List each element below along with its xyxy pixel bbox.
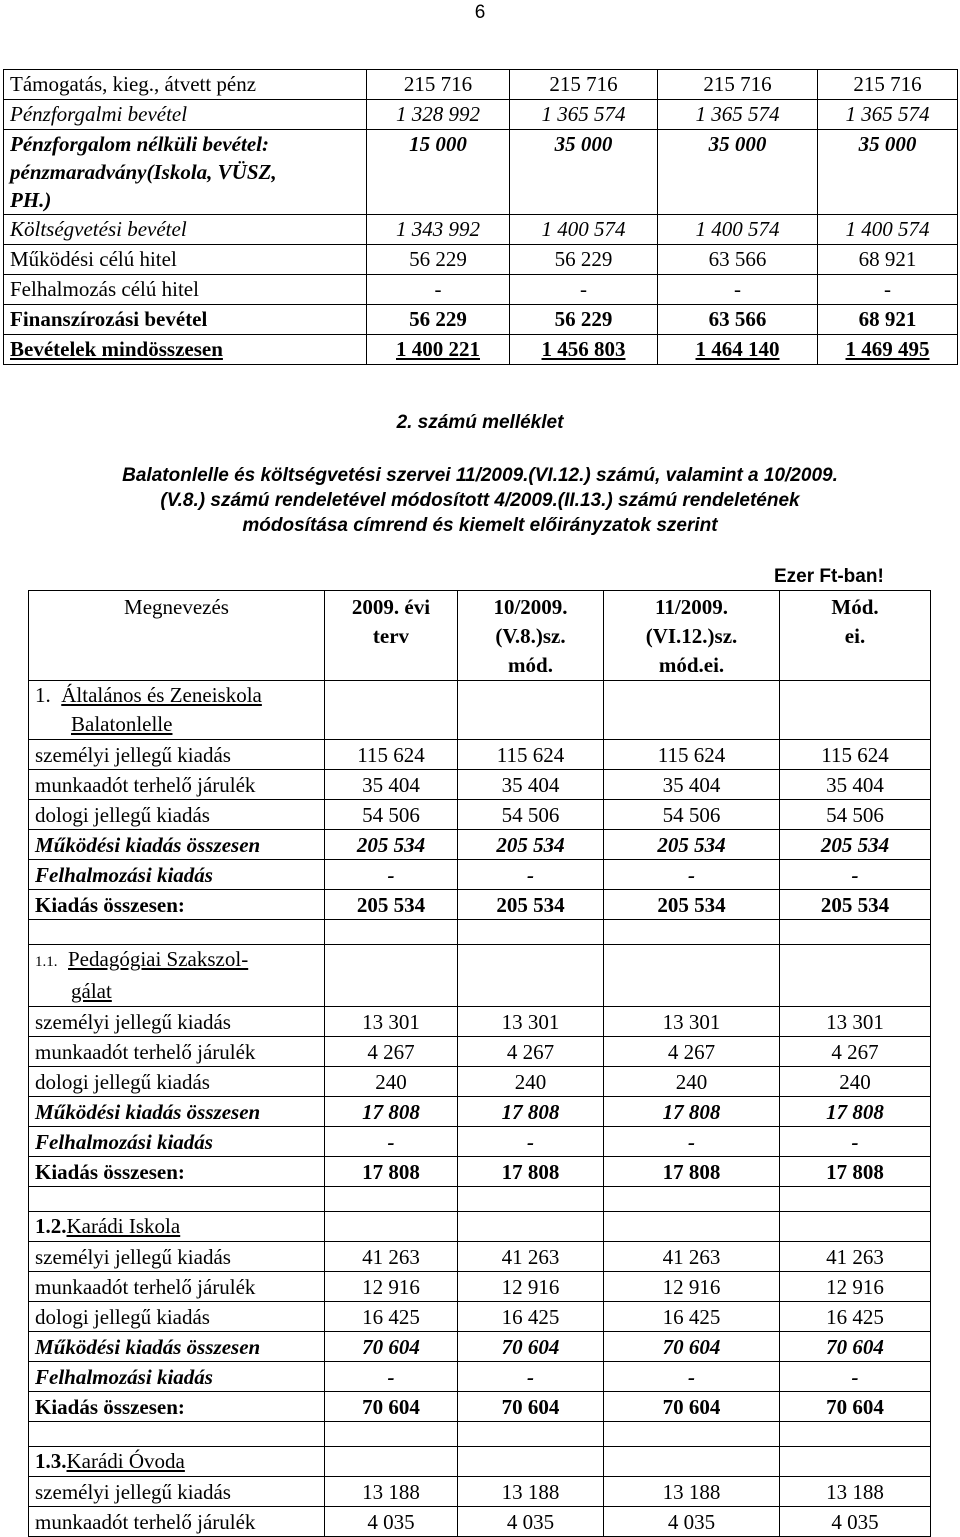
- empty-cell: [604, 1447, 780, 1477]
- section-title-text: Balatonlelle: [71, 712, 173, 736]
- section-number: 1.: [35, 683, 51, 707]
- value-cell: 17 808: [325, 1097, 458, 1127]
- table-row: [29, 1362, 931, 1392]
- row-label: Felhalmozás célú hitel: [4, 275, 367, 305]
- table-row: [29, 1097, 931, 1127]
- value-cell: 4 267: [458, 1037, 604, 1067]
- empty-cell: [29, 1422, 325, 1447]
- value-cell: 205 534: [325, 830, 458, 860]
- table-row: [29, 1007, 931, 1037]
- value-cell: 35 000: [818, 130, 958, 215]
- row-label: Kiadás összesen:: [29, 1157, 325, 1187]
- empty-cell: [604, 1187, 780, 1212]
- value-cell: 54 506: [604, 800, 780, 830]
- section-title-row: [29, 1447, 931, 1477]
- value-cell: -: [604, 860, 780, 890]
- value-cell: 56 229: [510, 305, 658, 335]
- empty-cell: [458, 1187, 604, 1212]
- value-cell: 12 916: [325, 1272, 458, 1302]
- value-cell: 16 425: [604, 1302, 780, 1332]
- value-cell: 13 188: [604, 1477, 780, 1507]
- value-cell: 115 624: [780, 740, 931, 770]
- value-cell: 1 400 221: [367, 335, 510, 365]
- empty-cell: [780, 1187, 931, 1212]
- empty-cell: [325, 1422, 458, 1447]
- value-cell: 240: [604, 1067, 780, 1097]
- table-row: [29, 1157, 931, 1187]
- value-cell: -: [604, 1127, 780, 1157]
- empty-cell: [325, 681, 458, 740]
- value-cell: 205 534: [604, 830, 780, 860]
- column-header-mod1: 10/2009. (V.8.)sz. mód.: [458, 591, 604, 681]
- section-title: [29, 1447, 325, 1477]
- empty-cell: [604, 945, 780, 1007]
- section-title: [29, 681, 325, 740]
- table-row: [29, 1037, 931, 1067]
- table-row: [29, 1392, 931, 1422]
- value-cell: 13 301: [780, 1007, 931, 1037]
- value-cell: 205 534: [780, 830, 931, 860]
- value-cell: 17 808: [325, 1157, 458, 1187]
- value-cell: -: [458, 1362, 604, 1392]
- section-title-text: Karádi Iskola: [66, 1214, 181, 1238]
- table-row: [4, 130, 958, 215]
- empty-cell: [29, 1187, 325, 1212]
- value-cell: 115 624: [604, 740, 780, 770]
- table-row: [29, 1272, 931, 1302]
- section-title-text: gálat: [71, 979, 112, 1003]
- value-cell: 4 267: [780, 1037, 931, 1067]
- table-row: [4, 335, 958, 365]
- value-cell: -: [818, 275, 958, 305]
- value-cell: -: [325, 1127, 458, 1157]
- value-cell: -: [325, 860, 458, 890]
- value-cell: 15 000: [367, 130, 510, 215]
- decree-line: módosítása címrend és kiemelt előirányzatok szerint: [242, 515, 718, 536]
- value-cell: 54 506: [780, 800, 931, 830]
- row-label: személyi jellegű kiadás: [29, 1242, 325, 1272]
- section-title-row: [29, 681, 931, 740]
- value-cell: 13 301: [604, 1007, 780, 1037]
- value-cell: 4 035: [458, 1507, 604, 1537]
- empty-cell: [780, 920, 931, 945]
- value-cell: 12 916: [780, 1272, 931, 1302]
- value-cell: 4 035: [325, 1507, 458, 1537]
- table-row: [29, 740, 931, 770]
- empty-cell: [325, 920, 458, 945]
- value-cell: 56 229: [367, 305, 510, 335]
- value-cell: 35 404: [325, 770, 458, 800]
- value-cell: 12 916: [458, 1272, 604, 1302]
- row-label: személyi jellegű kiadás: [29, 740, 325, 770]
- value-cell: 1 328 992: [367, 100, 510, 130]
- value-cell: 35 000: [510, 130, 658, 215]
- value-cell: -: [458, 860, 604, 890]
- value-cell: -: [367, 275, 510, 305]
- table-row: [29, 860, 931, 890]
- table-row: [4, 275, 958, 305]
- value-cell: 17 808: [604, 1157, 780, 1187]
- value-cell: 54 506: [325, 800, 458, 830]
- section-title: [29, 945, 325, 1007]
- row-label-line: pénzmaradvány(Iskola, VÜSZ,: [10, 160, 277, 184]
- row-label: Támogatás, kieg., átvett pénz: [4, 70, 367, 100]
- value-cell: 17 808: [780, 1097, 931, 1127]
- value-cell: 16 425: [325, 1302, 458, 1332]
- value-cell: 68 921: [818, 305, 958, 335]
- column-header-plan: 2009. évi terv: [325, 591, 458, 681]
- row-label: dologi jellegű kiadás: [29, 1067, 325, 1097]
- row-label: Működési kiadás összesen: [29, 1332, 325, 1362]
- empty-cell: [604, 1422, 780, 1447]
- value-cell: 1 456 803: [510, 335, 658, 365]
- value-cell: 16 425: [780, 1302, 931, 1332]
- value-cell: 215 716: [510, 70, 658, 100]
- empty-cell: [780, 681, 931, 740]
- row-label-line: Pénzforgalom nélküli bevétel:: [10, 132, 269, 156]
- row-label: dologi jellegű kiadás: [29, 800, 325, 830]
- expenditure-table: [28, 590, 931, 1537]
- empty-cell: [458, 1212, 604, 1242]
- value-cell: -: [510, 275, 658, 305]
- decree-line: (V.8.) számú rendeletével módosított 4/2009.(II.13.) számú rendeletének: [160, 490, 800, 511]
- value-cell: 13 301: [458, 1007, 604, 1037]
- value-cell: 70 604: [604, 1392, 780, 1422]
- row-label: [4, 130, 367, 215]
- table-row: [4, 215, 958, 245]
- value-cell: 70 604: [325, 1392, 458, 1422]
- table-row: [29, 1067, 931, 1097]
- revenue-summary-table: [3, 69, 958, 365]
- value-cell: 63 566: [658, 305, 818, 335]
- value-cell: 4 267: [325, 1037, 458, 1067]
- row-label: Felhalmozási kiadás: [29, 1127, 325, 1157]
- spacer-row: [29, 1422, 931, 1447]
- table-row: [29, 890, 931, 920]
- value-cell: 17 808: [458, 1097, 604, 1127]
- value-cell: 17 808: [604, 1097, 780, 1127]
- empty-cell: [325, 1187, 458, 1212]
- value-cell: 68 921: [818, 245, 958, 275]
- row-label: személyi jellegű kiadás: [29, 1477, 325, 1507]
- row-label: munkaadót terhelő járulék: [29, 1037, 325, 1067]
- value-cell: 70 604: [604, 1332, 780, 1362]
- value-cell: 56 229: [367, 245, 510, 275]
- value-cell: 35 404: [458, 770, 604, 800]
- sections-body: [29, 681, 931, 1537]
- value-cell: 70 604: [780, 1332, 931, 1362]
- value-cell: 1 343 992: [367, 215, 510, 245]
- value-cell: 13 188: [458, 1477, 604, 1507]
- section-title-text: Pedagógiai Szakszol-: [68, 947, 249, 971]
- empty-cell: [458, 1447, 604, 1477]
- value-cell: 13 301: [325, 1007, 458, 1037]
- value-cell: 1 464 140: [658, 335, 818, 365]
- row-label-line: PH.): [10, 188, 52, 212]
- value-cell: -: [325, 1362, 458, 1392]
- value-cell: 35 000: [658, 130, 818, 215]
- row-label: Pénzforgalmi bevétel: [4, 100, 367, 130]
- section-title: [29, 1212, 325, 1242]
- value-cell: 1 365 574: [510, 100, 658, 130]
- section-title-row: [29, 1212, 931, 1242]
- value-cell: 35 404: [604, 770, 780, 800]
- value-cell: 54 506: [458, 800, 604, 830]
- value-cell: -: [658, 275, 818, 305]
- spacer-row: [29, 920, 931, 945]
- empty-cell: [604, 1212, 780, 1242]
- page-number: 6: [474, 2, 486, 23]
- empty-cell: [780, 1212, 931, 1242]
- row-label: munkaadót terhelő járulék: [29, 770, 325, 800]
- table-row: [4, 305, 958, 335]
- unit-label: Ezer Ft-ban!: [774, 566, 884, 587]
- table-row: [29, 1332, 931, 1362]
- table-row: [29, 770, 931, 800]
- row-label: Felhalmozási kiadás: [29, 1362, 325, 1392]
- table-row: [29, 1507, 931, 1537]
- row-label: Bevételek mindösszesen: [4, 335, 367, 365]
- value-cell: -: [780, 860, 931, 890]
- spacer-row: [29, 1187, 931, 1212]
- row-label: Működési kiadás összesen: [29, 830, 325, 860]
- value-cell: 205 534: [325, 890, 458, 920]
- value-cell: 240: [458, 1067, 604, 1097]
- value-cell: 205 534: [458, 830, 604, 860]
- row-label: Kiadás összesen:: [29, 1392, 325, 1422]
- empty-cell: [780, 1422, 931, 1447]
- value-cell: 13 188: [780, 1477, 931, 1507]
- value-cell: 205 534: [604, 890, 780, 920]
- value-cell: 240: [325, 1067, 458, 1097]
- value-cell: 215 716: [658, 70, 818, 100]
- value-cell: 4 267: [604, 1037, 780, 1067]
- value-cell: 4 035: [780, 1507, 931, 1537]
- value-cell: -: [780, 1127, 931, 1157]
- table-row: [29, 1302, 931, 1332]
- empty-cell: [325, 1447, 458, 1477]
- value-cell: -: [604, 1362, 780, 1392]
- value-cell: 41 263: [325, 1242, 458, 1272]
- row-label: Működési kiadás összesen: [29, 1097, 325, 1127]
- value-cell: 115 624: [325, 740, 458, 770]
- row-label: Finanszírozási bevétel: [4, 305, 367, 335]
- value-cell: 35 404: [780, 770, 931, 800]
- table-row: [4, 100, 958, 130]
- table-row: [29, 830, 931, 860]
- value-cell: 240: [780, 1067, 931, 1097]
- value-cell: 17 808: [780, 1157, 931, 1187]
- section-title-text: Általános és Zeneiskola: [61, 683, 262, 707]
- column-header-modified: Mód. ei.: [780, 591, 931, 681]
- value-cell: 70 604: [325, 1332, 458, 1362]
- value-cell: 17 808: [458, 1157, 604, 1187]
- value-cell: 205 534: [780, 890, 931, 920]
- table-row: [4, 245, 958, 275]
- empty-cell: [780, 1447, 931, 1477]
- value-cell: 4 035: [604, 1507, 780, 1537]
- row-label: dologi jellegű kiadás: [29, 1302, 325, 1332]
- column-header-mod2: 11/2009. (VI.12.)sz. mód.ei.: [604, 591, 780, 681]
- empty-cell: [325, 945, 458, 1007]
- table-row: [29, 1477, 931, 1507]
- value-cell: 1 365 574: [818, 100, 958, 130]
- row-label: Költségvetési bevétel: [4, 215, 367, 245]
- value-cell: 41 263: [604, 1242, 780, 1272]
- empty-cell: [458, 1422, 604, 1447]
- table-row: [29, 1127, 931, 1157]
- value-cell: 12 916: [604, 1272, 780, 1302]
- empty-cell: [458, 920, 604, 945]
- section-number: 1.3.: [35, 1449, 67, 1473]
- header-row: [29, 591, 931, 681]
- table-row: [29, 800, 931, 830]
- section-title-row: [29, 945, 931, 1007]
- value-cell: 215 716: [818, 70, 958, 100]
- empty-cell: [325, 1212, 458, 1242]
- empty-cell: [780, 945, 931, 1007]
- value-cell: 215 716: [367, 70, 510, 100]
- value-cell: 115 624: [458, 740, 604, 770]
- row-label: Felhalmozási kiadás: [29, 860, 325, 890]
- value-cell: 41 263: [458, 1242, 604, 1272]
- row-label: személyi jellegű kiadás: [29, 1007, 325, 1037]
- value-cell: 41 263: [780, 1242, 931, 1272]
- value-cell: -: [458, 1127, 604, 1157]
- value-cell: 1 400 574: [658, 215, 818, 245]
- value-cell: -: [780, 1362, 931, 1392]
- section-number: 1.2.: [35, 1214, 67, 1238]
- value-cell: 1 469 495: [818, 335, 958, 365]
- value-cell: 70 604: [458, 1332, 604, 1362]
- table-row: [4, 70, 958, 100]
- column-header-name: Megnevezés: [29, 591, 325, 681]
- empty-cell: [458, 945, 604, 1007]
- empty-cell: [604, 920, 780, 945]
- value-cell: 63 566: [658, 245, 818, 275]
- value-cell: 56 229: [510, 245, 658, 275]
- row-label: munkaadót terhelő járulék: [29, 1507, 325, 1537]
- value-cell: 1 365 574: [658, 100, 818, 130]
- value-cell: 205 534: [458, 890, 604, 920]
- empty-cell: [604, 681, 780, 740]
- empty-cell: [458, 681, 604, 740]
- decree-line: Balatonlelle és költségvetési szervei 11/2009.(VI.12.) számú, valamint a 10/2009.: [122, 465, 838, 486]
- section-title-text: Karádi Óvoda: [66, 1449, 185, 1473]
- value-cell: 70 604: [458, 1392, 604, 1422]
- section-number: 1.1.: [35, 954, 58, 970]
- value-cell: 16 425: [458, 1302, 604, 1332]
- value-cell: 70 604: [780, 1392, 931, 1422]
- table-row: [29, 1242, 931, 1272]
- row-label: Működési célú hitel: [4, 245, 367, 275]
- value-cell: 1 400 574: [510, 215, 658, 245]
- value-cell: 1 400 574: [818, 215, 958, 245]
- value-cell: 13 188: [325, 1477, 458, 1507]
- annex-title: 2. számú melléklet: [396, 412, 564, 433]
- row-label: munkaadót terhelő járulék: [29, 1272, 325, 1302]
- row-label: Kiadás összesen:: [29, 890, 325, 920]
- empty-cell: [29, 920, 325, 945]
